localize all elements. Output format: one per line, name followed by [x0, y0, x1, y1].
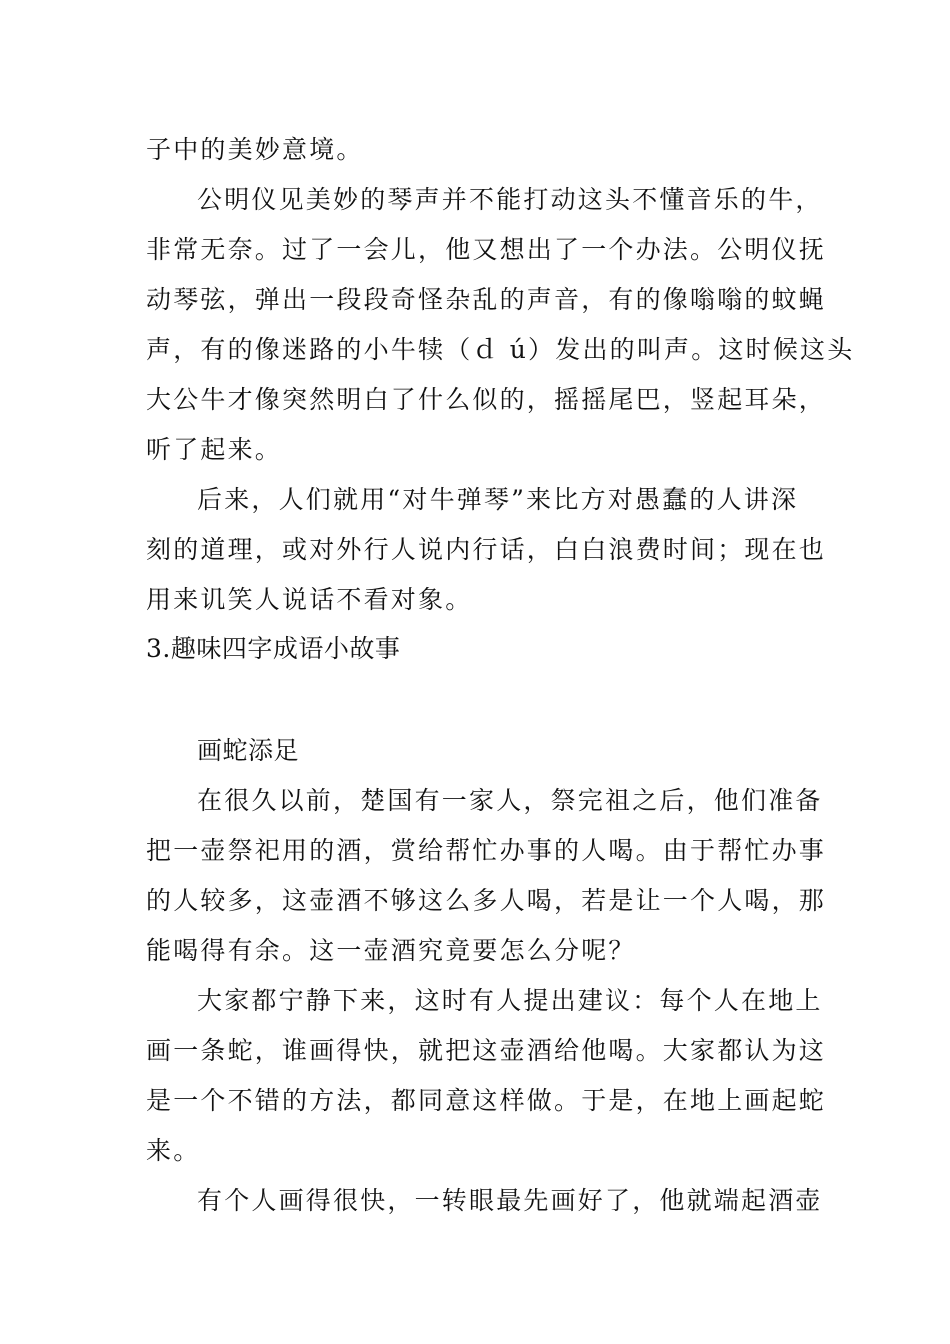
- paragraph-line: 听了起来。: [146, 435, 283, 464]
- paragraph-line: 动琴弦，弹出一段段奇怪杂乱的声音，有的像嗡嗡的蚊蝇: [146, 285, 827, 314]
- paragraph-line: 大公牛才像突然明白了什么似的，摇摇尾巴，竖起耳朵，: [146, 385, 827, 414]
- paragraph-line: 子中的美妙意境。: [146, 135, 364, 164]
- paragraph-line: 能喝得有余。这一壶酒究竟要怎么分呢？: [146, 936, 636, 965]
- paragraph-line: 大家都宁静下来，这时有人提出建议：每个人在地上: [197, 986, 823, 1015]
- paragraph-line: 用来讥笑人说话不看对象。: [146, 585, 473, 614]
- paragraph-line: 非常无奈。过了一会儿，他又想出了一个办法。公明仪抚: [146, 235, 827, 264]
- paragraph-line: 来。: [146, 1136, 201, 1165]
- paragraph-line: 声，有的像迷路的小牛犊（ｄ ú）发出的叫声。这时候这头: [146, 335, 855, 364]
- story-title: 画蛇添足: [197, 736, 300, 765]
- paragraph-line: 的人较多，这壶酒不够这么多人喝，若是让一个人喝，那: [146, 886, 827, 915]
- paragraph-line: 公明仪见美妙的琴声并不能打动这头不懂音乐的牛，: [197, 185, 823, 214]
- paragraph-line: 是一个不错的方法，都同意这样做。于是，在地上画起蛇: [146, 1086, 827, 1115]
- paragraph-line: 在很久以前，楚国有一家人，祭完祖之后，他们准备: [197, 786, 823, 815]
- paragraph-line: 有个人画得很快，一转眼最先画好了，他就端起酒壶: [197, 1186, 823, 1215]
- paragraph-line: 刻的道理，或对外行人说内行话，白白浪费时间；现在也: [146, 535, 827, 564]
- section-heading: 3.趣味四字成语小故事: [146, 634, 401, 663]
- paragraph-line: 后来，人们就用“对牛弹琴”来比方对愚蠢的人讲深: [197, 485, 799, 514]
- paragraph-line: 把一壶祭祀用的酒，赏给帮忙办事的人喝。由于帮忙办事: [146, 836, 827, 865]
- paragraph-line: 画一条蛇，谁画得快，就把这壶酒给他喝。大家都认为这: [146, 1036, 827, 1065]
